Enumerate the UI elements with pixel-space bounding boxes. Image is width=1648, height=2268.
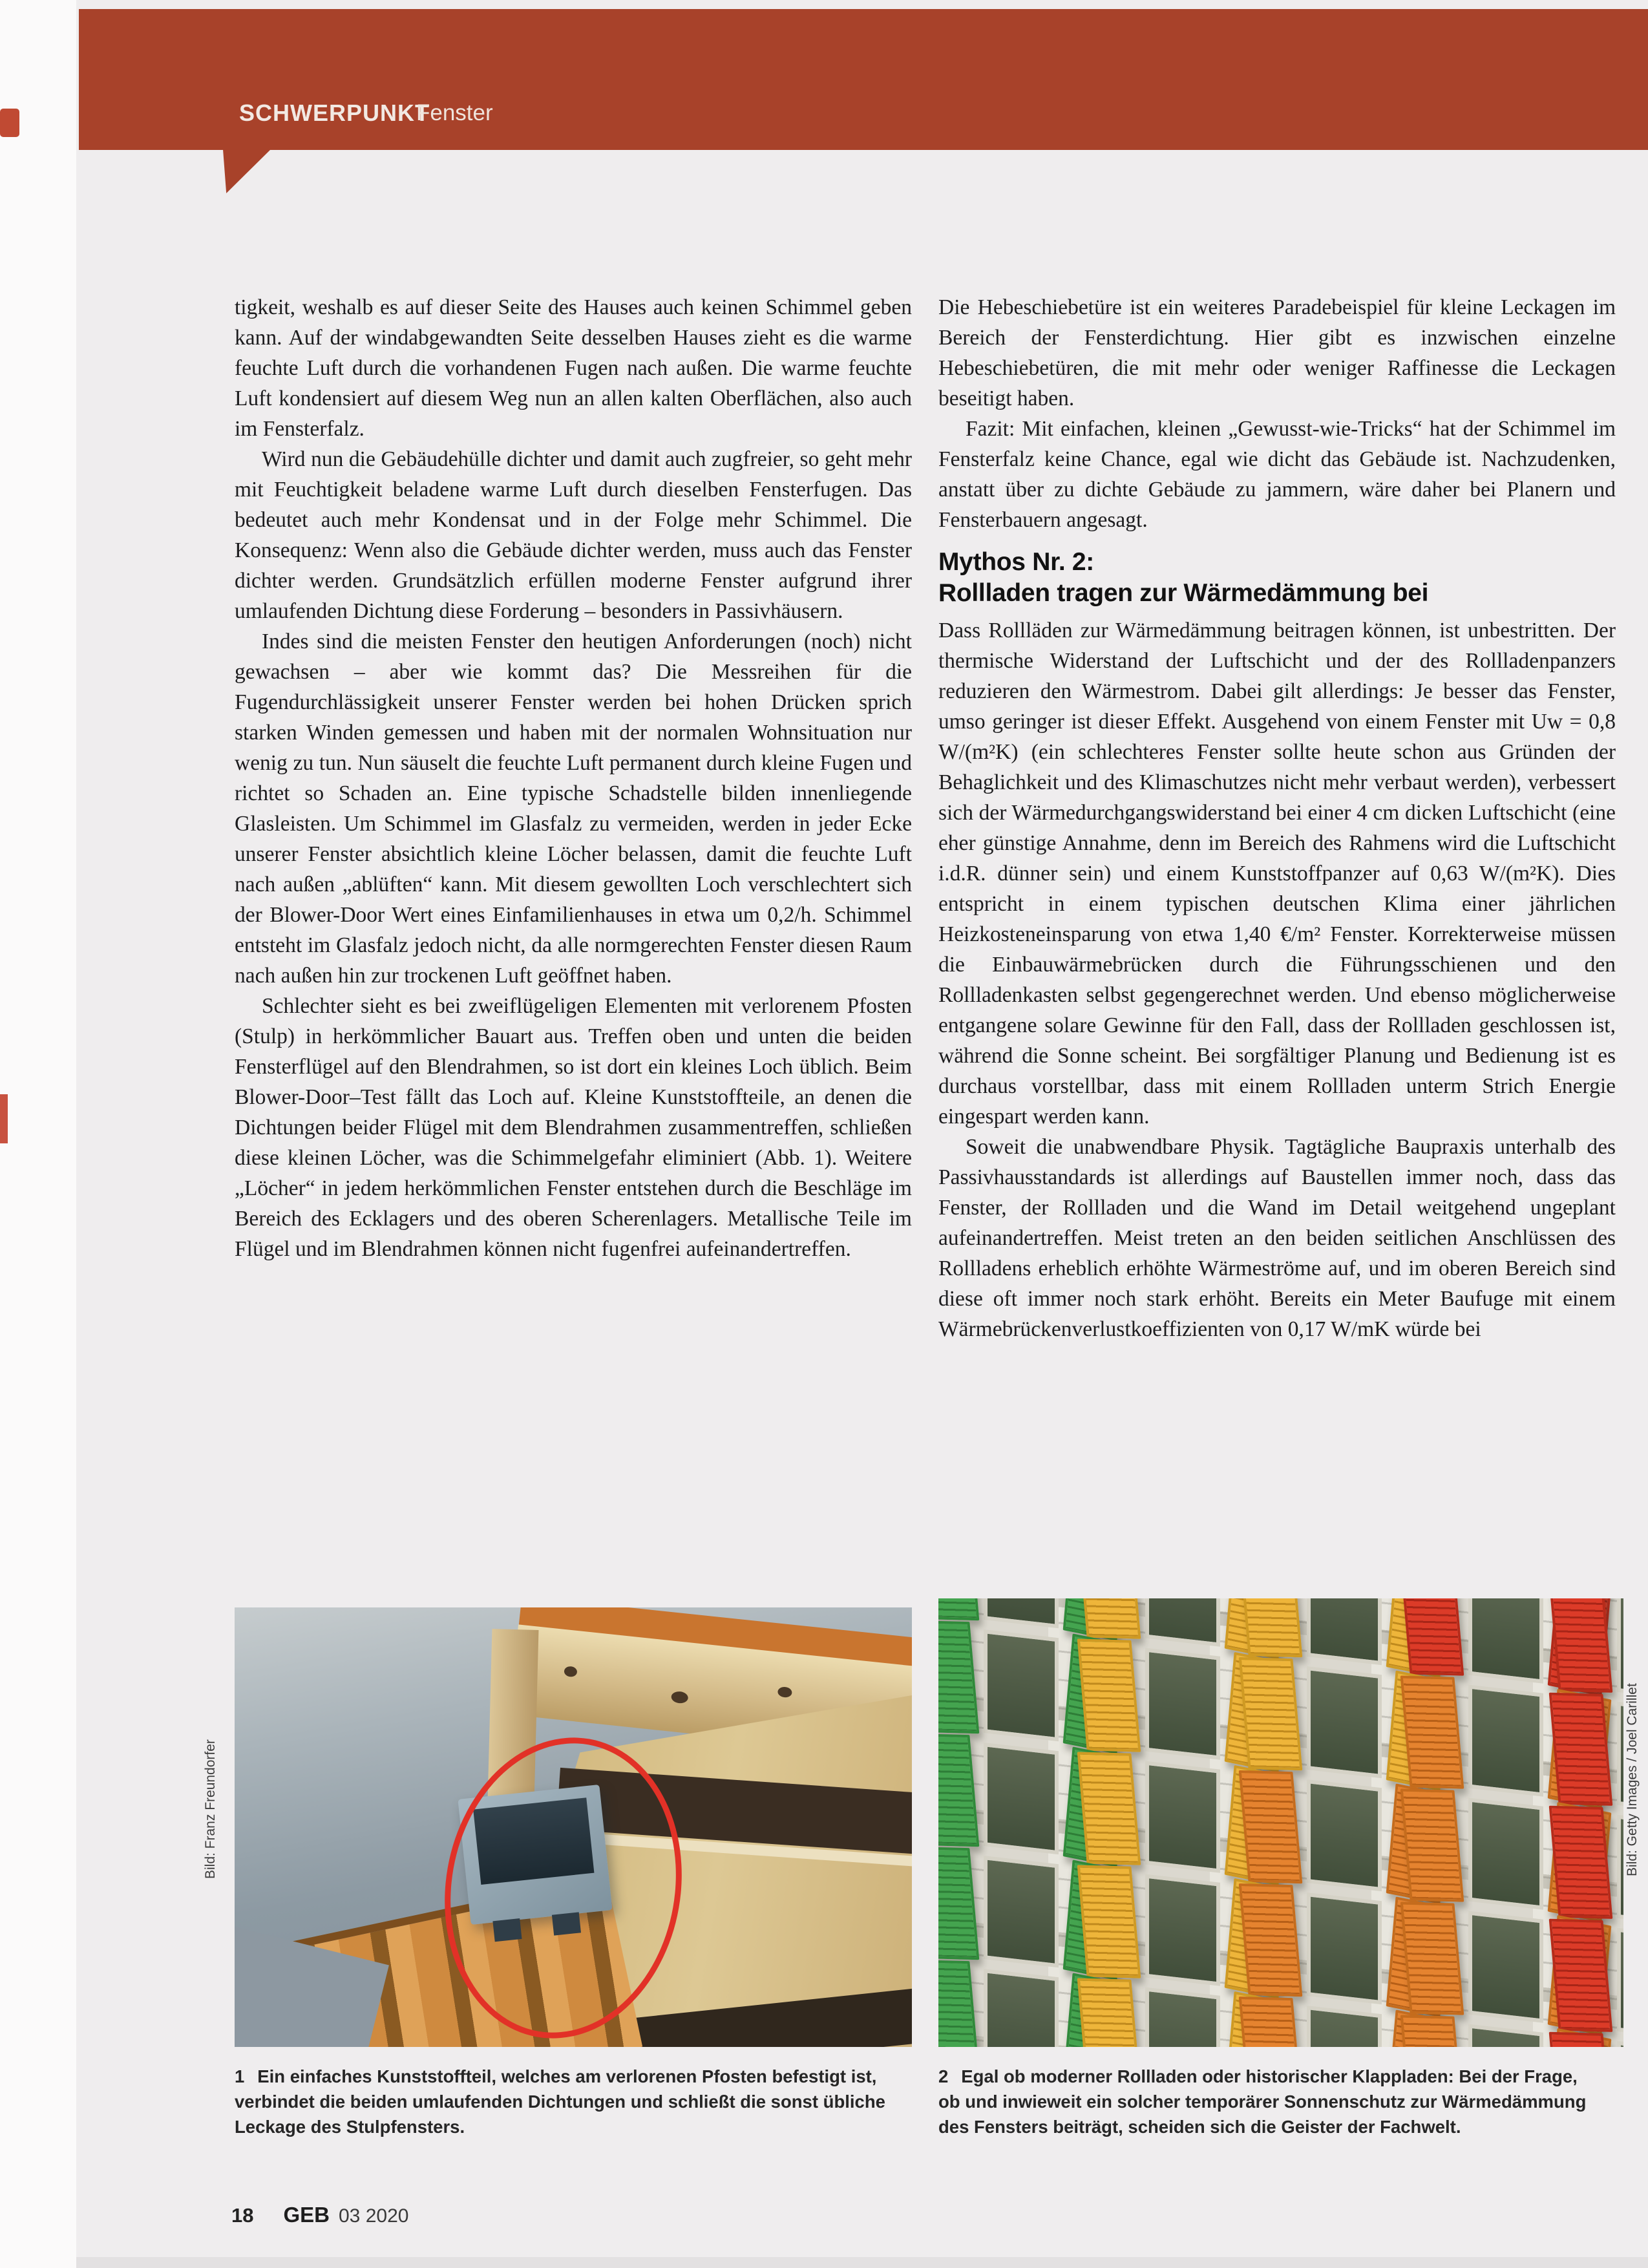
window-with-shutters: [1145, 1987, 1220, 2047]
figure-1-caption: [235, 2064, 887, 2139]
window: [1307, 1598, 1382, 1665]
window-with-shutters: [1307, 2006, 1382, 2047]
window: [1145, 1598, 1220, 1647]
kicker-label: SCHWERPUNKT: [239, 100, 430, 126]
window-with-shutters: [984, 1598, 1059, 1628]
shutter: [1549, 2032, 1613, 2047]
window-with-shutters: [1468, 1684, 1543, 1796]
article-column-right: [938, 292, 1616, 1344]
window: [1617, 1815, 1623, 1927]
body-paragraph: Fazit: Mit einfachen, kleinen „Gewusst-wie-Tricks“ hat der Schimmel im Fensterfalz keine Chance, egal wie dicht das Gebäude ist. Nachzudenken, anstatt über zu dichte Gebäude zu jammern, wäre daher bei Planern und Fensterbauern angesagt.: [938, 417, 1616, 532]
shutter: [1549, 1806, 1613, 1919]
window: [1468, 1911, 1543, 2022]
wood-knot: [564, 1666, 578, 1677]
window-with-shutters: [1307, 1779, 1382, 1891]
section-label: Fenster: [416, 100, 493, 125]
window: [1468, 1797, 1543, 1909]
figure-2-image: [938, 1598, 1623, 2047]
window: [1145, 1874, 1220, 1986]
window: [984, 1969, 1059, 2047]
window: [1307, 1892, 1382, 2004]
window: [984, 1743, 1059, 1854]
building-facade: [938, 1598, 1623, 2047]
article-column-left: [235, 292, 912, 1264]
window: [1468, 1598, 1543, 1684]
body-paragraph: Soweit die unabwendbare Physik. Tagtägliche Baupraxis unterhalb des Passivhausstandards ist allerdings auf Baustellen immer noch, dass das Fenster, der Rollladen und die Wand im Detail weitgehend ungeplant aufeinandertreffen. Meist treten an den beiden seitlichen Anschlüssen des Rollladens erheblich erhöhte Wärmeströme auf, und im oberen Bereich sind diese oft immer noch stark erhöht. Bereits ein Meter Baufuge mit einem Wärmebrückenverlustkoeffizienten von 0,17 W/mK würde bei: [938, 1135, 1616, 1341]
window: [1617, 1928, 1623, 2040]
scan-edge-strip: [76, 2257, 1648, 2268]
shutter: [1239, 1657, 1303, 1770]
page-footer: [231, 2203, 408, 2227]
window: [1468, 1684, 1543, 1796]
window: [1145, 1648, 1220, 1760]
caption-text: Egal ob moderner Rollladen oder historischer Klappladen: Bei der Frage, ob und inwieweit ein solcher temporärer Sonnenschutz zur Wärmedämmung des Fensters beiträgt, scheiden sich die Geister der Fachwelt.: [938, 2066, 1587, 2137]
window: [1145, 1987, 1220, 2047]
body-paragraph: Indes sind die meisten Fenster den heutigen Anforderungen (noch) nicht gewachsen – aber wie kommt das? Die Messreihen für die Fugendurchlässigkeit unserer Fenster werden bei hohen Drücken sprich starken Winden gemessen und haben mit der normalen Wohnsituation nur wenig zu tun. Nun säuselt die feuchte Luft permanent durch kleine Fugen und richtet so Schaden an. Eine typische Schadstelle bilden innenliegende Glasleisten. Um Schimmel im Glasfalz zu vermeiden, werden in jeder Ecke unserer Fenster absichtlich kleine Löcher belassen, damit die feuchte Luft nach außen „ablüften“ kann. Mit diesem gewollten Loch verschlechtert sich der Blower-Door Wert eines Einfamilienhauses in etwa um 0,2/h. Schimmel entsteht im Glasfalz jedoch nicht, da alle normgerechten Fenster diesen Raum nach außen hin zur trockenen Luft geöffnet haben.: [235, 630, 912, 988]
page-number: 18: [231, 2204, 254, 2227]
window-with-shutters: [1468, 2024, 1543, 2047]
heading-line-1: Mythos Nr. 2:: [938, 548, 1094, 576]
shutter: [1239, 1883, 1303, 1997]
figure-1-image: [235, 1607, 912, 2047]
window-with-shutters: [1617, 2041, 1623, 2047]
shutter: [1400, 1788, 1464, 1902]
window-with-shutters: [1145, 1761, 1220, 1873]
body-paragraph: Die Hebeschiebetüre ist ein weiteres Paradebeispiel für kleine Leckagen im Bereich der Fensterdichtung. Hier gibt es inzwischen einzelne Hebeschiebetüren, die mit mehr oder weniger Raffinesse die Leckagen beseitigt haben.: [938, 295, 1616, 410]
header-banner: [79, 9, 1648, 150]
issue-label: 03 2020: [339, 2205, 409, 2227]
window: [1617, 1702, 1623, 1814]
window: [984, 1629, 1059, 1741]
figure-2-photo-credit: Bild: Getty Images / Joel Carillet: [1625, 1683, 1640, 1876]
window: [1617, 1598, 1623, 1701]
shutter: [1077, 1865, 1141, 1978]
window-with-shutters: [984, 1629, 1059, 1741]
window-with-shutters: [984, 1856, 1059, 1967]
section-heading: [938, 547, 1616, 609]
shutter: [938, 1733, 979, 1847]
magazine-name: GEB: [283, 2203, 330, 2227]
shutter: [1077, 1639, 1141, 1752]
body-paragraph: Dass Rollläden zur Wärmedämmung beitragen können, ist unbestritten. Der thermische Widerstand der Luftschicht und der des Rollladenpanzers reduzieren den Wärmestrom. Dabei gilt allerdings: Je besser das Fenster, umso geringer ist dieser Effekt. Ausgehend von einem Fenster mit Uᴡ = 0,8 W/(m²K) (ein schlechteres Fenster sollte heute schon aus Gründen der Behaglichkeit und des Klimaschutzes nicht mehr verbaut werden), verbessert sich der Wärmedurchgangswiderstand bei einer 4 cm dicken Luftschicht (eine eher günstige Annahme, denn im Bereich des Rahmens wird die Luftschicht i.d.R. dünner sein) und einem Kunststoffpanzer auf 0,63 W/(m²K). Dies entspricht in einem typischen deutschen Klima einer jährlichen Heizkosteneinsparung von etwa 1,40 €/m² Fenster. Korrekterweise müssen die Einbauwärmebrücken durch die Führungsschienen und den Rollladenkasten selbst gegengerechnet werden. Und ebenso möglicherweise entgangene solare Gewinne für den Fall, dass der Rollladen geschlossen ist, während die Sonne scheint. Bei sorgfältiger Planung und Bedienung ist es durchaus vorstellbar, dass mit einem Rollladen unterm Strich Energie eingespart werden kann.: [938, 619, 1616, 1129]
shutter: [1239, 1598, 1303, 1657]
heading-line-2: Rollladen tragen zur Wärmedämmung bei: [938, 579, 1429, 607]
shutter: [938, 1847, 979, 1960]
window-with-shutters: [1468, 1911, 1543, 2022]
figure-number: 1: [235, 2066, 245, 2086]
window: [984, 1856, 1059, 1967]
window-with-shutters: [984, 1969, 1059, 2047]
shutter: [1077, 1978, 1141, 2047]
shutter: [1400, 1598, 1464, 1676]
window: [1307, 1779, 1382, 1891]
shutter: [1549, 1919, 1613, 2032]
scan-artifact: [0, 1094, 8, 1143]
shutter: [1400, 2015, 1464, 2047]
window: [1468, 2024, 1543, 2047]
figure-2-caption: [938, 2064, 1604, 2139]
window: [984, 1598, 1059, 1628]
shutter: [1239, 1770, 1303, 1883]
window-with-shutters: [1145, 1874, 1220, 1986]
window-with-shutters: [1468, 1797, 1543, 1909]
caption-text: Ein einfaches Kunststoffteil, welches am verlorenen Pfosten befestigt ist, verbindet die beiden umlaufenden Dichtungen und schließt die sonst übliche Leckage des Stulpfensters.: [235, 2066, 885, 2137]
body-paragraph: Wird nun die Gebäudehülle dichter und damit auch zugfreier, so geht mehr mit Feuchtigkeit beladene warme Luft durch dieselben Fensterfugen. Das bedeutet auch mehr Kondensat und in der Folge mehr Schimmel. Die Konsequenz: Wenn also die Gebäude dichter werden, muss auch das Fenster dichter werden. Grundsätzlich erfüllen moderne Fenster aufgrund ihrer umlaufenden Dichtung diese Forderung – besonders in Passivhäusern.: [235, 447, 912, 623]
window-with-shutters: [1617, 1702, 1623, 1814]
window-with-shutters: [1307, 1892, 1382, 2004]
scan-artifact: [0, 109, 19, 137]
shutter: [938, 1960, 979, 2047]
wood-knot: [777, 1686, 792, 1698]
figure-number: 2: [938, 2066, 949, 2086]
shutter: [938, 1598, 979, 1620]
shutter: [1549, 1598, 1613, 1693]
window-with-shutters: [1145, 1598, 1220, 1647]
figure-1-photo-credit: Bild: Franz Freundorfer: [203, 1739, 218, 1879]
shutter: [1077, 1752, 1141, 1865]
window-with-shutters: [984, 1743, 1059, 1854]
window-with-shutters: [1617, 1598, 1623, 1701]
shutter: [1400, 1902, 1464, 2015]
window: [1307, 2006, 1382, 2047]
wood-knot: [671, 1691, 689, 1704]
body-paragraph: Schlechter sieht es bei zweiflügeligen Elementen mit verlorenem Pfosten (Stulp) in herkömmlicher Bauart aus. Treffen oben und unten die beiden Fensterflügel auf den Blendrahmen, so ist dort ein kleines Loch üblich. Beim Blower-Door–Test fällt das Loch auf. Kleine Kunststoffteile, an denen die Dichtungen beider Flügel mit dem Blendrahmen zusammentreffen, schließen diese kleinen Löcher, was die Schimmelgefahr eliminiert (Abb. 1). Weitere „Löcher“ in jedem herkömmlichen Fenster entstehen durch die Beschläge im Bereich des Ecklagers und des oberen Scherenlagers. Metallische Teile im Flügel und im Blendrahmen können nicht fugenfrei aufeinandertreffen.: [235, 994, 912, 1261]
window: [1145, 1761, 1220, 1873]
shutter: [1239, 1997, 1303, 2047]
window-with-shutters: [1307, 1666, 1382, 1778]
window-with-shutters: [1145, 1648, 1220, 1760]
window-with-shutters: [1468, 1598, 1543, 1684]
window-with-shutters: [1617, 1928, 1623, 2040]
window: [1617, 2041, 1623, 2047]
shutter: [1400, 1675, 1464, 1788]
window-with-shutters: [1307, 1598, 1382, 1665]
body-paragraph: tigkeit, weshalb es auf dieser Seite des Hauses auch keinen Schimmel geben kann. Auf der windabgewandten Seite desselben Hauses zieht es die warme feuchte Luft durch die vorhandenen Fugen nach außen. Die warme feuchte Luft kondensiert auf diesem Weg nun an allen kalten Oberflächen, also auch im Fensterfalz.: [235, 295, 912, 441]
window-with-shutters: [1617, 1815, 1623, 1927]
shutter: [1077, 1598, 1141, 1639]
shutter: [938, 1620, 979, 1733]
shutter: [1549, 1693, 1613, 1806]
window: [1307, 1666, 1382, 1778]
